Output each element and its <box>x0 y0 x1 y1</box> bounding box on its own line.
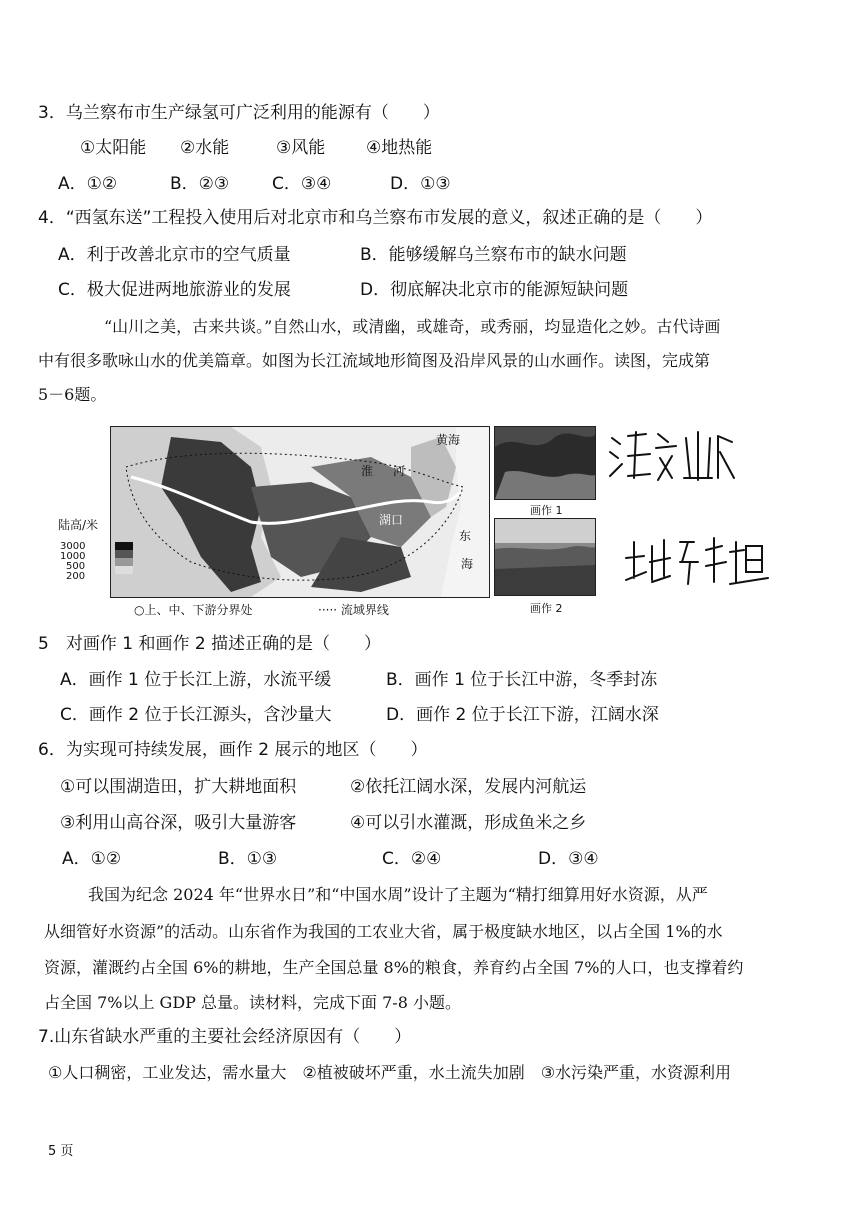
map-graphic <box>111 427 489 597</box>
q3-option-b: B．②③ <box>170 174 230 194</box>
painting-1-caption: 画作 1 <box>530 504 563 517</box>
q4-option-c: C．极大促进两地旅游业的发展 <box>58 280 291 300</box>
handwriting-note-2 <box>622 532 772 592</box>
q3-option-c: C．③④ <box>272 174 332 194</box>
legend-value: 500 <box>66 561 86 572</box>
map-label-huanghai: 黄海 <box>436 433 461 447</box>
q3-item: ③风能 <box>276 138 326 158</box>
q3-item: ④地热能 <box>366 138 433 158</box>
painting-2-caption: 画作 2 <box>530 602 563 615</box>
q6-option-a: A．①② <box>62 849 122 869</box>
q5-option-d: D．画作 2 位于长江下游，江阔水深 <box>386 705 659 725</box>
page-number: 5 页 <box>48 1144 74 1159</box>
map-label-hukou: 湖口 <box>379 513 404 527</box>
q6-item: ④可以引水灌溉，形成鱼米之乡 <box>350 813 587 833</box>
map-caption-boundary: ····· 流域界线 <box>318 603 389 617</box>
legend-value: 3000 <box>60 541 86 552</box>
passage2-line: 资源，灌溉约占全国 6%的耕地，生产全国总量 8%的粮食，养育约占全国 7%的人口，也支撑着约 <box>44 958 744 977</box>
yangtze-basin-map <box>110 426 490 598</box>
q6-option-d: D．③④ <box>538 849 599 869</box>
q5-option-a: A．画作 1 位于长江上游，水流平缓 <box>60 670 332 690</box>
q3-item: ①太阳能 <box>80 138 147 158</box>
legend-value: 200 <box>66 571 86 582</box>
q6-item: ②依托江阔水深，发展内河航运 <box>350 777 587 797</box>
map-label-huai: 淮 <box>361 464 374 478</box>
q6-option-b: B．①③ <box>218 849 278 869</box>
q3-option-d: D．①③ <box>390 174 451 194</box>
q6-item: ①可以围湖造田，扩大耕地面积 <box>60 777 297 797</box>
painting-1-image <box>494 426 596 500</box>
legend-title: 陆高/米 <box>58 518 99 532</box>
q4-option-d: D．彻底解决北京市的能源短缺问题 <box>360 280 629 300</box>
q6-option-c: C．②④ <box>382 849 442 869</box>
legend-value: 1000 <box>60 551 86 562</box>
q6-stem: 6．为实现可持续发展，画作 2 展示的地区（ ） <box>38 740 428 760</box>
map-label-dong: 东 <box>459 529 472 543</box>
q3-stem: 3．乌兰察布市生产绿氢可广泛利用的能源有（ ） <box>38 103 440 123</box>
passage1-line: 5－6题。 <box>38 385 107 404</box>
q5-option-c: C．画作 2 位于长江源头，含沙量大 <box>60 705 332 725</box>
q4-option-b: B．能够缓解乌兰察布市的缺水问题 <box>360 245 627 265</box>
map-caption-divide: ○上、中、下游分界处 <box>134 603 253 617</box>
q5-stem: 5 对画作 1 和画作 2 描述正确的是（ ） <box>38 634 382 654</box>
map-label-hai: 海 <box>461 557 474 571</box>
handwriting-note-1 <box>606 428 736 488</box>
q5-option-b: B．画作 1 位于长江中游，冬季封冻 <box>386 670 658 690</box>
passage1-line: 中有很多歌咏山水的优美篇章。如图为长江流域地形简图及沿岸风景的山水画作。读图，完成第 <box>38 351 711 370</box>
q4-stem: 4．“西氢东送”工程投入使用后对北京市和乌兰察布市发展的意义，叙述正确的是（ ） <box>38 208 713 228</box>
q7-items: ①人口稠密，工业发达，需水量大 ②植被破坏严重，水土流失加剧 ③水污染严重，水资源利用 <box>48 1063 732 1082</box>
q4-option-a: A．利于改善北京市的空气质量 <box>58 245 291 265</box>
passage2-line: 占全国 7%以上 GDP 总量。读材料，完成下面 7-8 小题。 <box>44 993 461 1012</box>
q6-item: ③利用山高谷深，吸引大量游客 <box>60 813 297 833</box>
passage1-line: “山川之美，古来共谈。”自然山水，或清幽，或雄奇，或秀丽，均显造化之妙。古代诗画 <box>104 317 721 336</box>
passage2-line: 从细管好水资源”的活动。山东省作为我国的工农业大省，属于极度缺水地区，以占全国 1%的水 <box>44 922 723 941</box>
q3-item: ②水能 <box>180 138 230 158</box>
passage2-line: 我国为纪念 2024 年“世界水日”和“中国水周”设计了主题为“精打细算用好水资源，从严 <box>88 885 708 904</box>
q3-option-a: A．①② <box>58 174 118 194</box>
q7-stem: 7.山东省缺水严重的主要社会经济原因有（ ） <box>38 1027 412 1047</box>
painting-2-image <box>494 518 596 596</box>
map-label-he: 河 <box>393 464 406 478</box>
